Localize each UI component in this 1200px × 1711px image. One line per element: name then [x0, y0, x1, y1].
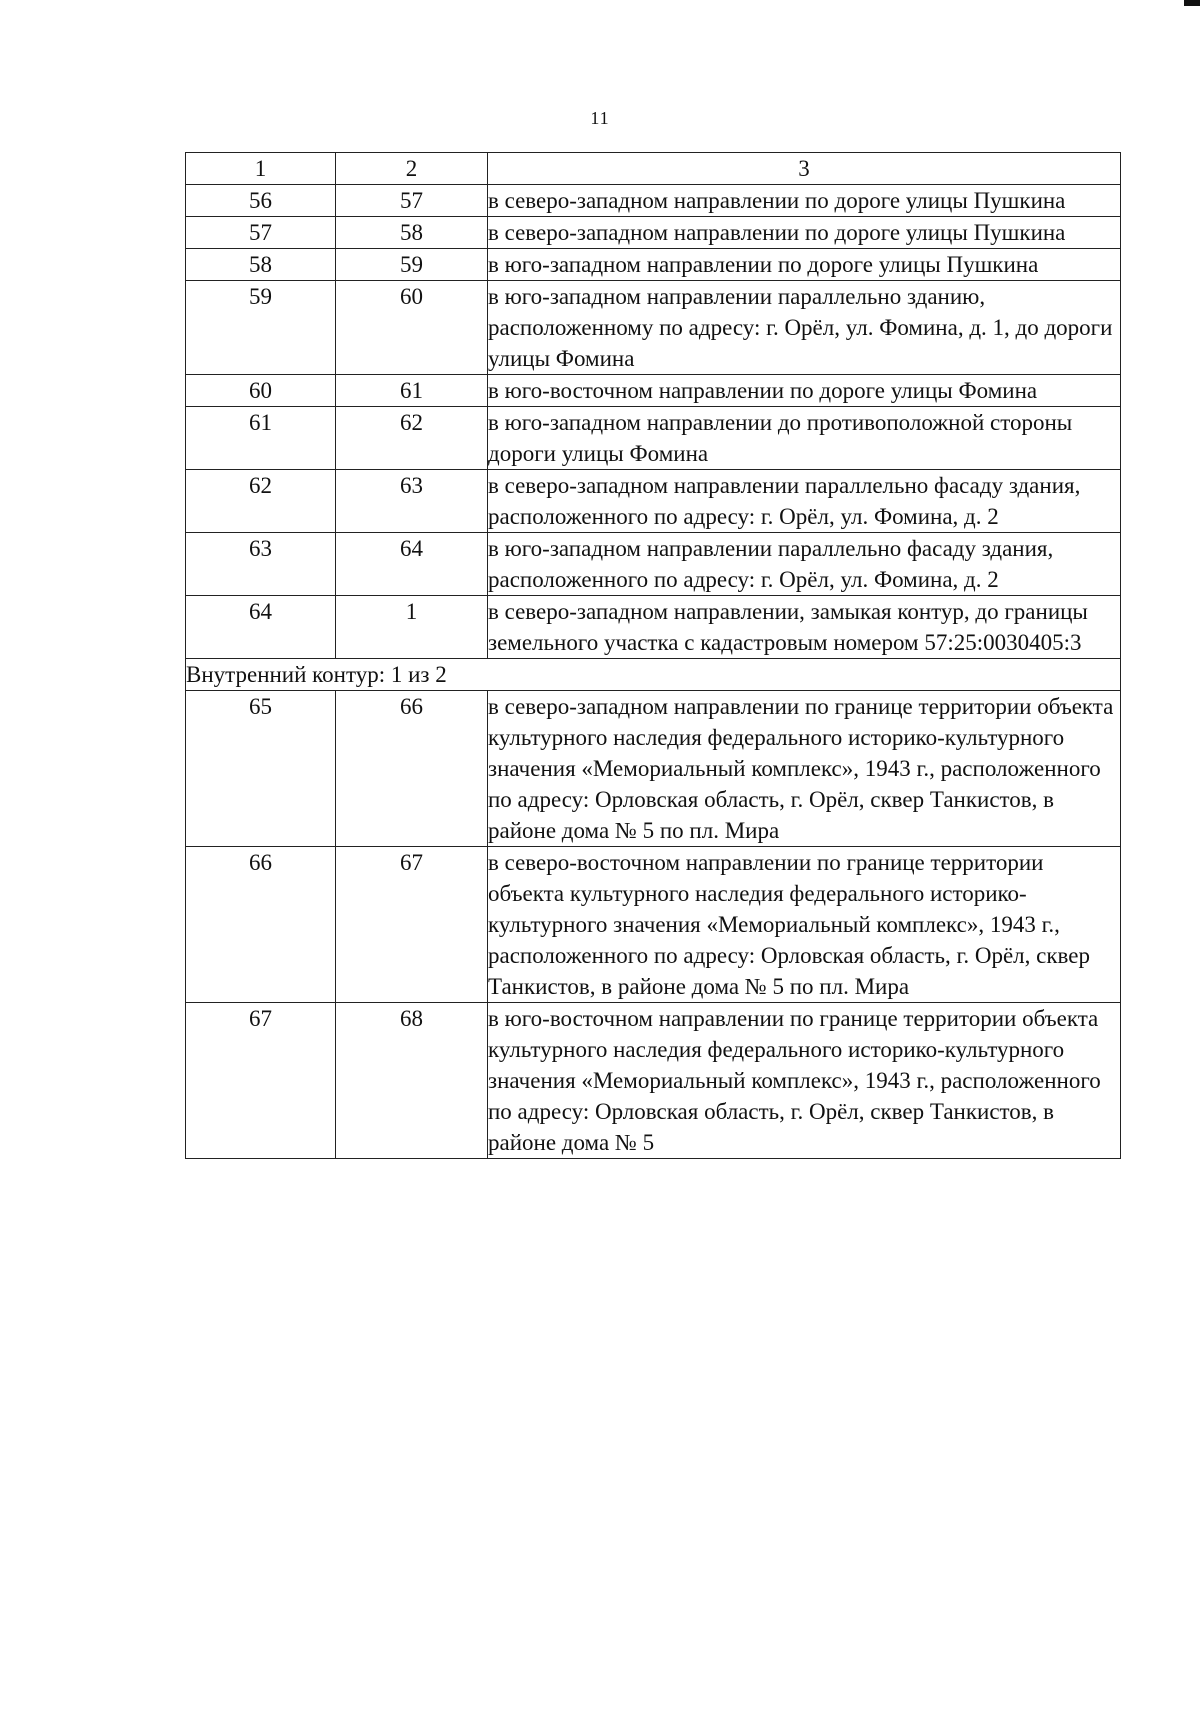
to-point: 63 [336, 470, 488, 533]
segment-description: в юго-восточном направлении по границе территории объекта культурного наследия федерального историко-культурного значения «Мемориальный комплекс», 1943 г., расположенного по адресу: Орловская область, г. Орёл, сквер Танкистов, в районе дома № 5 [488, 1003, 1121, 1159]
section-label: Внутренний контур: 1 из 2 [186, 659, 1121, 691]
column-header-description: 3 [488, 153, 1121, 185]
table-row [186, 533, 1121, 596]
segment-description: в юго-западном направлении по дороге улицы Пушкина [488, 249, 1121, 281]
boundary-table-container [185, 152, 1120, 1159]
segment-description: в северо-западном направлении по дороге улицы Пушкина [488, 185, 1121, 217]
column-header-to: 2 [336, 153, 488, 185]
from-point: 60 [186, 375, 336, 407]
from-point: 67 [186, 1003, 336, 1159]
table-row [186, 470, 1121, 533]
segment-description: в юго-западном направлении параллельно зданию, расположенному по адресу: г. Орёл, ул. Фомина, д. 1, до дороги улицы Фомина [488, 281, 1121, 375]
to-point: 62 [336, 407, 488, 470]
from-point: 64 [186, 596, 336, 659]
table-row [186, 407, 1121, 470]
segment-description: в северо-западном направлении параллельно фасаду здания, расположенного по адресу: г. Орёл, ул. Фомина, д. 2 [488, 470, 1121, 533]
to-point: 60 [336, 281, 488, 375]
to-point: 66 [336, 691, 488, 847]
table-row [186, 249, 1121, 281]
to-point: 67 [336, 847, 488, 1003]
table-row [186, 281, 1121, 375]
column-header-from: 1 [186, 153, 336, 185]
segment-description: в северо-западном направлении по границе территории объекта культурного наследия федерального историко-культурного значения «Мемориальный комплекс», 1943 г., расположенного по адресу: Орловская область, г. Орёл, сквер Танкистов, в районе дома № 5 по пл. Мира [488, 691, 1121, 847]
segment-description: в северо-западном направлении по дороге улицы Пушкина [488, 217, 1121, 249]
from-point: 63 [186, 533, 336, 596]
to-point: 68 [336, 1003, 488, 1159]
from-point: 59 [186, 281, 336, 375]
corner-mark [1184, 0, 1200, 6]
table-header-row [186, 153, 1121, 185]
table-row [186, 1003, 1121, 1159]
to-point: 59 [336, 249, 488, 281]
segment-description: в юго-западном направлении параллельно фасаду здания, расположенного по адресу: г. Орёл, ул. Фомина, д. 2 [488, 533, 1121, 596]
segment-description: в северо-восточном направлении по границе территории объекта культурного наследия федерального историко-культурного значения «Мемориальный комплекс», 1943 г., расположенного по адресу: Орловская область, г. Орёл, сквер Танкистов, в районе дома № 5 по пл. Мира [488, 847, 1121, 1003]
segment-description: в северо-западном направлении, замыкая контур, до границы земельного участка с кадастровым номером 57:25:0030405:3 [488, 596, 1121, 659]
to-point: 58 [336, 217, 488, 249]
from-point: 57 [186, 217, 336, 249]
to-point: 1 [336, 596, 488, 659]
table-row [186, 217, 1121, 249]
to-point: 57 [336, 185, 488, 217]
from-point: 62 [186, 470, 336, 533]
from-point: 56 [186, 185, 336, 217]
segment-description: в юго-восточном направлении по дороге улицы Фомина [488, 375, 1121, 407]
page-number: 11 [590, 108, 610, 128]
to-point: 61 [336, 375, 488, 407]
to-point: 64 [336, 533, 488, 596]
section-row [186, 659, 1121, 691]
from-point: 58 [186, 249, 336, 281]
table-row [186, 375, 1121, 407]
table-row [186, 847, 1121, 1003]
from-point: 65 [186, 691, 336, 847]
table-row [186, 185, 1121, 217]
table-row [186, 596, 1121, 659]
segment-description: в юго-западном направлении до противоположной стороны дороги улицы Фомина [488, 407, 1121, 470]
from-point: 61 [186, 407, 336, 470]
table-row [186, 691, 1121, 847]
from-point: 66 [186, 847, 336, 1003]
boundary-table [185, 152, 1121, 1159]
